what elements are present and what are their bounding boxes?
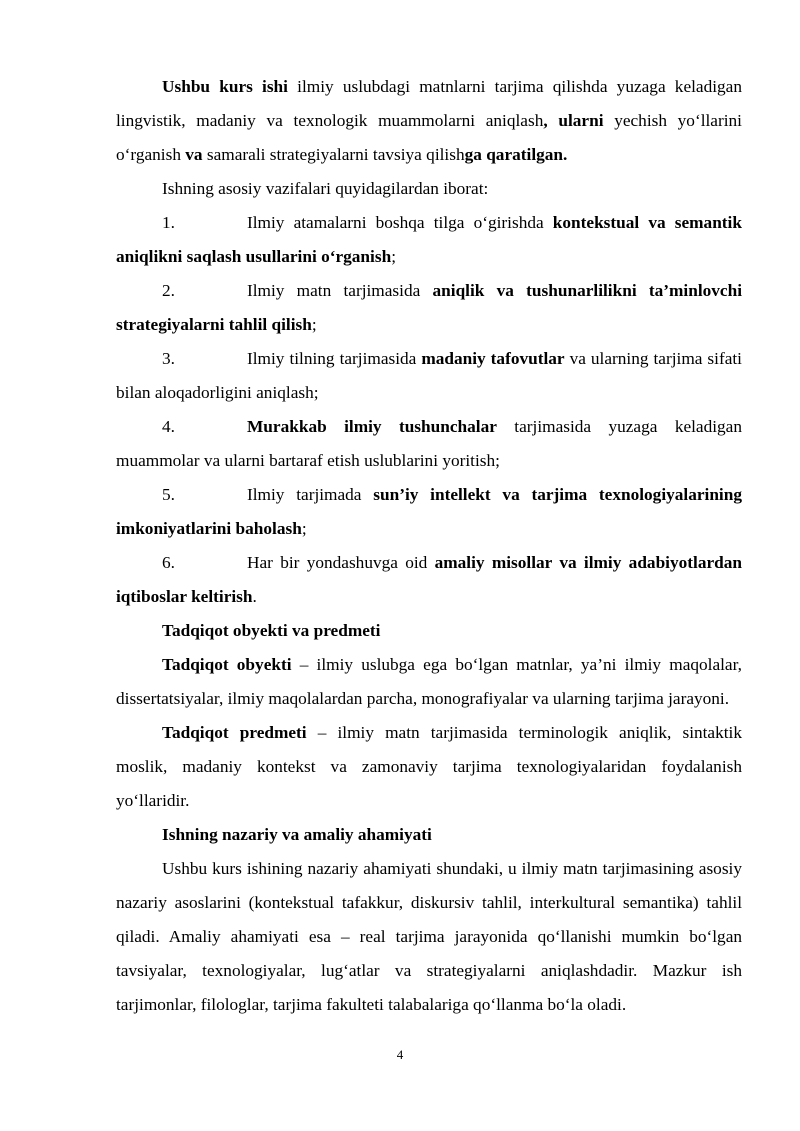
task-number: 1. xyxy=(162,213,175,232)
tasks-intro: Ishning asosiy vazifalari quyidagilardan iborat: xyxy=(162,179,489,198)
task-text: ; xyxy=(391,247,396,266)
task-text: tarjimasida yuzaga keladigan muammolar va ularni bartaraf etish uslublarini yoritish; xyxy=(116,417,742,470)
intro-bold-1: Ushbu kurs ishi xyxy=(162,77,288,96)
significance-paragraph: Ushbu kurs ishining nazariy ahamiyati shundaki, u ilmiy matn tarjimasining asosiy nazariy asoslarini (kontekstual tafakkur, diskursiv tahlil, interkultural semantika) tahlil qiladi. Amaliy ahamiyati esa – real tarjima jarayonida qo‘llanishi mumkin bo‘lgan tavsiyalar, texnologiyalar, lug‘atlar va strategiyalarni aniqlashdadir. Mazkur ish tarjimonlar, filologlar, tarjima fakulteti talabalariga qo‘llanma bo‘la oladi. xyxy=(116,859,742,1014)
task-text: Ilmiy atamalarni boshqa tilga o‘girishda xyxy=(247,213,553,232)
task-item-5 xyxy=(116,478,742,546)
task-bold: sun’iy intellekt va tarjima texnologiyalarining imkoniyatlarini baholash xyxy=(116,485,742,538)
page-content xyxy=(116,70,742,1022)
section-heading: Ishning nazariy va amaliy ahamiyati xyxy=(162,825,432,844)
task-bold: amaliy misollar va ilmiy adabiyotlardan iqtiboslar keltirish xyxy=(116,553,742,606)
task-item-4 xyxy=(116,410,742,478)
task-number: 4. xyxy=(162,417,175,436)
task-text: Ilmiy tarjimada xyxy=(247,485,374,504)
intro-paragraph xyxy=(116,70,742,172)
task-item-1 xyxy=(116,206,742,274)
significance-heading xyxy=(116,818,742,852)
task-text: Ilmiy matn tarjimasida xyxy=(247,281,433,300)
task-item-2 xyxy=(116,274,742,342)
object-paragraph xyxy=(116,648,742,716)
object-text: – ilmiy uslubga ega bo‘lgan matnlar, ya’ni ilmiy maqolalar, dissertatsiyalar, ilmiy maqolalardan parcha, monografiyalar va ularning tarjima jarayoni. xyxy=(116,655,742,708)
intro-text-2: yechish yo‘llarini o‘rganish xyxy=(116,111,742,164)
section-heading: Tadqiqot obyekti va predmeti xyxy=(162,621,381,640)
page-number: 4 xyxy=(396,1047,404,1062)
object-label: Tadqiqot obyekti xyxy=(162,655,292,674)
intro-bold-4: ga qaratilgan. xyxy=(464,145,568,164)
task-bold: Murakkab ilmiy tushunchalar xyxy=(247,417,497,436)
task-bold: madaniy tafovutlar xyxy=(421,349,565,368)
task-number: 5. xyxy=(162,485,175,504)
task-text: ; xyxy=(311,315,317,334)
intro-bold-3: va xyxy=(185,145,203,164)
intro-text-1: ilmiy uslubdagi matnlarni tarjima qilishda yuzaga keladigan lingvistik, madaniy va texnologik muammolarni aniqlash xyxy=(116,77,742,130)
intro-text-3: samarali strategiyalarni tavsiya qilish xyxy=(202,145,465,164)
task-number: 6. xyxy=(162,553,175,572)
intro-bold-2: , ularni xyxy=(543,111,604,130)
task-number: 3. xyxy=(162,349,175,368)
task-bold: aniqlik va tushunarlilikni ta’minlovchi strategiyalarni tahlil qilish xyxy=(116,281,742,334)
task-text: Ilmiy tilning tarjimasida xyxy=(247,349,422,368)
subject-text: – ilmiy matn tarjimasida terminologik aniqlik, sintaktik moslik, madaniy kontekst va zamonaviy tarjima texnologiyalaridan foydalanish yo‘llaridir. xyxy=(116,723,742,810)
task-text: ; xyxy=(301,519,307,538)
object-section-heading xyxy=(116,614,742,648)
task-text: va ularning tarjima sifati bilan aloqadorligini aniqlash; xyxy=(116,349,742,402)
subject-paragraph xyxy=(116,716,742,818)
task-item-6 xyxy=(116,546,742,614)
task-bold: kontekstual va semantik aniqlikni saqlash usullarini o‘rganish xyxy=(116,213,742,266)
task-number: 2. xyxy=(162,281,175,300)
task-text: . xyxy=(252,587,257,606)
subject-label: Tadqiqot predmeti xyxy=(162,723,307,742)
task-item-3 xyxy=(116,342,742,410)
task-text: Har bir yondashuvga oid xyxy=(247,553,435,572)
